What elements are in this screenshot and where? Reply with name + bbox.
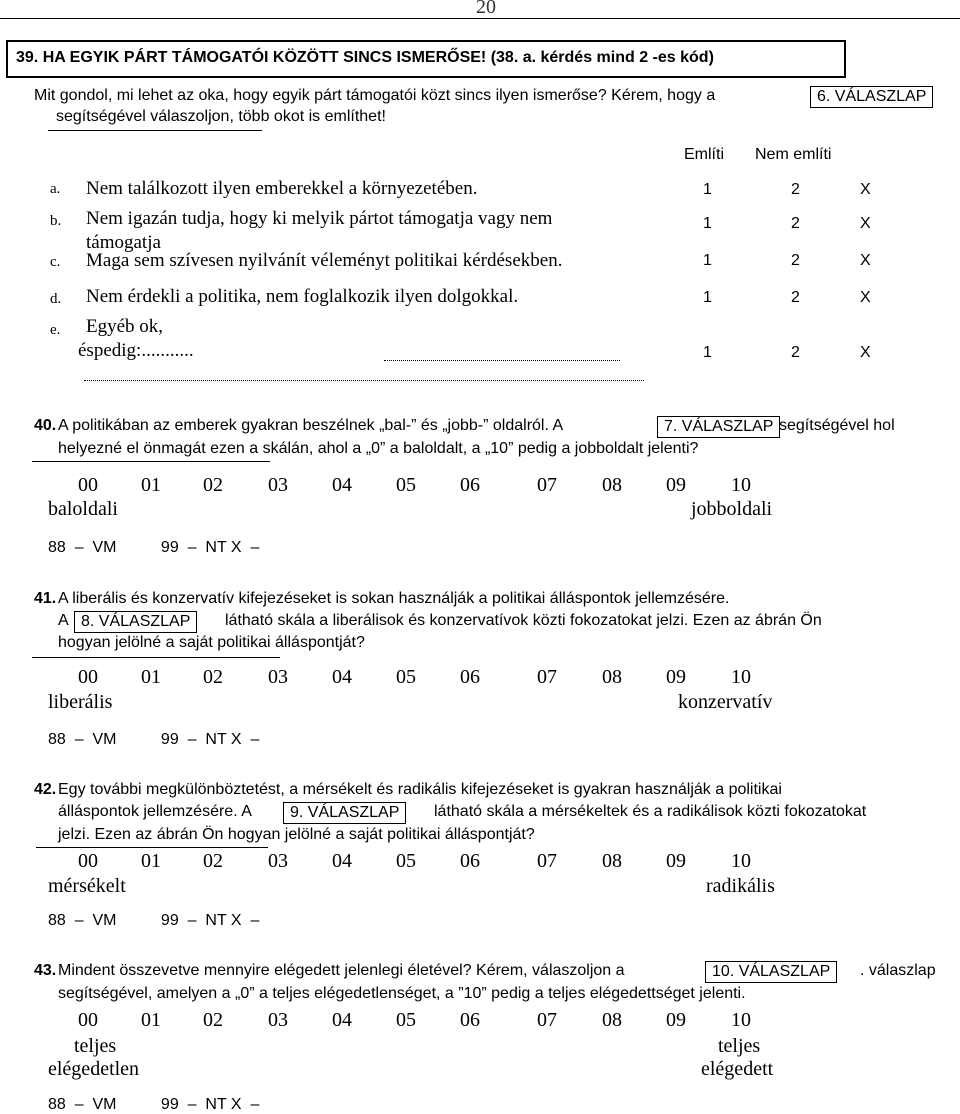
scale-05[interactable]: 05 (396, 850, 416, 872)
scale-06[interactable]: 06 (460, 1009, 480, 1031)
row-text: Egyéb ok, (86, 316, 164, 337)
code-na[interactable]: X (860, 252, 871, 269)
q43-card-label: 10. VÁLASZLAP (705, 961, 837, 983)
scale-04[interactable]: 04 (332, 1009, 352, 1031)
q43-text-a2: . válaszlap (860, 962, 936, 979)
q41-text-c: hogyan jelölné a saját politikai álláspontját? (58, 634, 365, 651)
scale-06[interactable]: 06 (460, 474, 480, 496)
q40-right-label: jobboldali (691, 498, 773, 520)
scale-09[interactable]: 09 (666, 474, 686, 496)
q39-rule (48, 130, 262, 131)
q42-codes: 88 – VM 99 – NT X – (48, 912, 260, 929)
scale-08[interactable]: 08 (602, 666, 622, 688)
scale-05[interactable]: 05 (396, 1009, 416, 1031)
scale-03[interactable]: 03 (268, 474, 288, 496)
row-letter: b. (50, 213, 62, 229)
scale-09[interactable]: 09 (666, 850, 686, 872)
code-mentions[interactable]: 1 (703, 181, 712, 198)
scale-10[interactable]: 10 (731, 474, 751, 496)
code-not-mentions[interactable]: 2 (791, 252, 800, 269)
q39-intro-1: Mit gondol, mi lehet az oka, hogy egyik párt támogatói közt sincs ilyen ismerőse? Kérem, hogy a (34, 87, 716, 104)
scale-08[interactable]: 08 (602, 474, 622, 496)
code-mentions[interactable]: 1 (703, 344, 712, 361)
q42-text-b1: álláspontok jellemzésére. A (58, 803, 252, 820)
q42-left-label: mérsékelt (48, 875, 126, 897)
row-text-cut: támogatja (86, 232, 161, 253)
scale-04[interactable]: 04 (332, 850, 352, 872)
code-mentions[interactable]: 1 (703, 252, 712, 269)
code-not-mentions[interactable]: 2 (791, 289, 800, 306)
scale-10[interactable]: 10 (731, 1009, 751, 1031)
scale-05[interactable]: 05 (396, 474, 416, 496)
q43-codes: 88 – VM 99 – NT X – (48, 1096, 260, 1113)
q40-text-b: segítségével hol (779, 417, 895, 434)
q41-rule (32, 657, 280, 658)
scale-00[interactable]: 00 (78, 666, 98, 688)
q40-text-a: A politikában az emberek gyakran beszélnek „bal-” és „jobb-” oldalról. A (58, 417, 564, 434)
col-not-mentions: Nem említi (755, 146, 832, 163)
fill-line[interactable] (384, 360, 620, 361)
row-text: Nem találkozott ilyen emberekkel a környezetében. (86, 178, 478, 199)
scale-09[interactable]: 09 (666, 1009, 686, 1031)
code-na[interactable]: X (860, 181, 871, 198)
q41-number: 41. (34, 590, 57, 607)
q39-card-label: 6. VÁLASZLAP (810, 86, 933, 108)
q42-card-label: 9. VÁLASZLAP (283, 802, 406, 824)
fill-line-2[interactable] (84, 380, 644, 381)
code-na[interactable]: X (860, 289, 871, 306)
scale-02[interactable]: 02 (203, 850, 223, 872)
q42-text-c: jelzi. Ezen az ábrán Ön hogyan jelölné a saját politikai álláspontját? (58, 826, 535, 843)
col-mentions: Említi (684, 146, 724, 163)
scale-02[interactable]: 02 (203, 1009, 223, 1031)
row-text: Nem érdekli a politika, nem foglalkozik ilyen dolgokkal. (86, 286, 519, 307)
scale-02[interactable]: 02 (203, 666, 223, 688)
q43-left-label-2: elégedetlen (48, 1058, 140, 1080)
q43-number: 43. (34, 962, 57, 979)
scale-07[interactable]: 07 (537, 666, 557, 688)
scale-00[interactable]: 00 (78, 1009, 98, 1031)
q42-right-label: radikális (706, 875, 775, 897)
q41-left-label: liberális (48, 691, 113, 713)
q41-right-label: konzervatív (678, 691, 773, 713)
q43-right-label-1: teljes (718, 1035, 761, 1057)
q39-title-box (6, 40, 846, 78)
row-letter: e. (50, 322, 61, 338)
code-not-mentions[interactable]: 2 (791, 215, 800, 232)
scale-01[interactable]: 01 (141, 850, 161, 872)
scale-10[interactable]: 10 (731, 850, 751, 872)
q40-number: 40. (34, 417, 57, 434)
scale-07[interactable]: 07 (537, 850, 557, 872)
scale-01[interactable]: 01 (141, 666, 161, 688)
row-text-2: éspedig:........... (78, 340, 194, 361)
row-letter: d. (50, 291, 62, 307)
q39-title: 39. HA EGYIK PÁRT TÁMOGATÓI KÖZÖTT SINCS ISMERŐSE! (38. a. kérdés mind 2 -es kód) (16, 49, 714, 66)
scale-03[interactable]: 03 (268, 666, 288, 688)
row-text: Maga sem szívesen nyilvánít véleményt politikai kérdésekben. (86, 250, 563, 271)
q40-text-c: helyezné el önmagát ezen a skálán, ahol a „0” a baloldalt, a „10” pedig a jobboldalt jelenti? (58, 440, 699, 457)
page-number: 20 (476, 0, 496, 18)
q41-text-a: A liberális és konzervatív kifejezéseket is sokan használják a politikai álláspontok jellemzésére. (58, 590, 730, 607)
q40-left-label: baloldali (48, 498, 118, 520)
code-not-mentions[interactable]: 2 (791, 181, 800, 198)
scale-08[interactable]: 08 (602, 1009, 622, 1031)
row-text: Nem igazán tudja, hogy ki melyik pártot támogatja vagy nem (86, 208, 553, 229)
row-letter: c. (50, 254, 61, 270)
q40-codes: 88 – VM 99 – NT X – (48, 539, 260, 556)
q41-codes: 88 – VM 99 – NT X – (48, 731, 260, 748)
code-mentions[interactable]: 1 (703, 289, 712, 306)
scale-07[interactable]: 07 (537, 1009, 557, 1031)
q41-text-b1: A (58, 612, 69, 629)
scale-03[interactable]: 03 (268, 850, 288, 872)
code-na[interactable]: X (860, 215, 871, 232)
scale-01[interactable]: 01 (141, 474, 161, 496)
q43-text-b: segítségével, amelyen a „0” a teljes elégedetlenséget, a ”10” pedig a teljes elégedettséget jelenti. (58, 985, 746, 1002)
code-not-mentions[interactable]: 2 (791, 344, 800, 361)
q40-card-label: 7. VÁLASZLAP (657, 416, 780, 438)
q43-right-label-2: elégedett (701, 1058, 774, 1080)
q41-card-label: 8. VÁLASZLAP (74, 611, 197, 633)
scale-05[interactable]: 05 (396, 666, 416, 688)
header-rule (0, 18, 960, 19)
q42-text-b2: látható skála a mérsékeltek és a radikálisok közti fokozatokat (434, 803, 867, 820)
scale-03[interactable]: 03 (268, 1009, 288, 1031)
q42-text-a: Egy további megkülönböztetést, a mérsékelt és radikális kifejezéseket is gyakran használják a politikai (58, 781, 782, 798)
scale-04[interactable]: 04 (332, 474, 352, 496)
q41-text-b2: látható skála a liberálisok és konzervatívok közti fokozatokat jelzi. Ezen az ábrán Ön (225, 612, 822, 629)
scale-04[interactable]: 04 (332, 666, 352, 688)
row-letter: a. (50, 181, 61, 197)
scale-09[interactable]: 09 (666, 666, 686, 688)
q42-number: 42. (34, 781, 57, 798)
scale-02[interactable]: 02 (203, 474, 223, 496)
scale-07[interactable]: 07 (537, 474, 557, 496)
scale-10[interactable]: 10 (731, 666, 751, 688)
q39-intro-2: segítségével válaszoljon, több okot is említhet! (56, 108, 386, 125)
scale-00[interactable]: 00 (78, 850, 98, 872)
scale-08[interactable]: 08 (602, 850, 622, 872)
scale-06[interactable]: 06 (460, 666, 480, 688)
q43-left-label-1: teljes (74, 1035, 117, 1057)
code-na[interactable]: X (860, 344, 871, 361)
scale-00[interactable]: 00 (78, 474, 98, 496)
q40-rule (32, 461, 270, 462)
code-mentions[interactable]: 1 (703, 215, 712, 232)
scale-06[interactable]: 06 (460, 850, 480, 872)
q43-text-a: Mindent összevetve mennyire elégedett jelenlegi életével? Kérem, válaszoljon a (58, 962, 625, 979)
scale-01[interactable]: 01 (141, 1009, 161, 1031)
q42-rule (36, 847, 268, 848)
